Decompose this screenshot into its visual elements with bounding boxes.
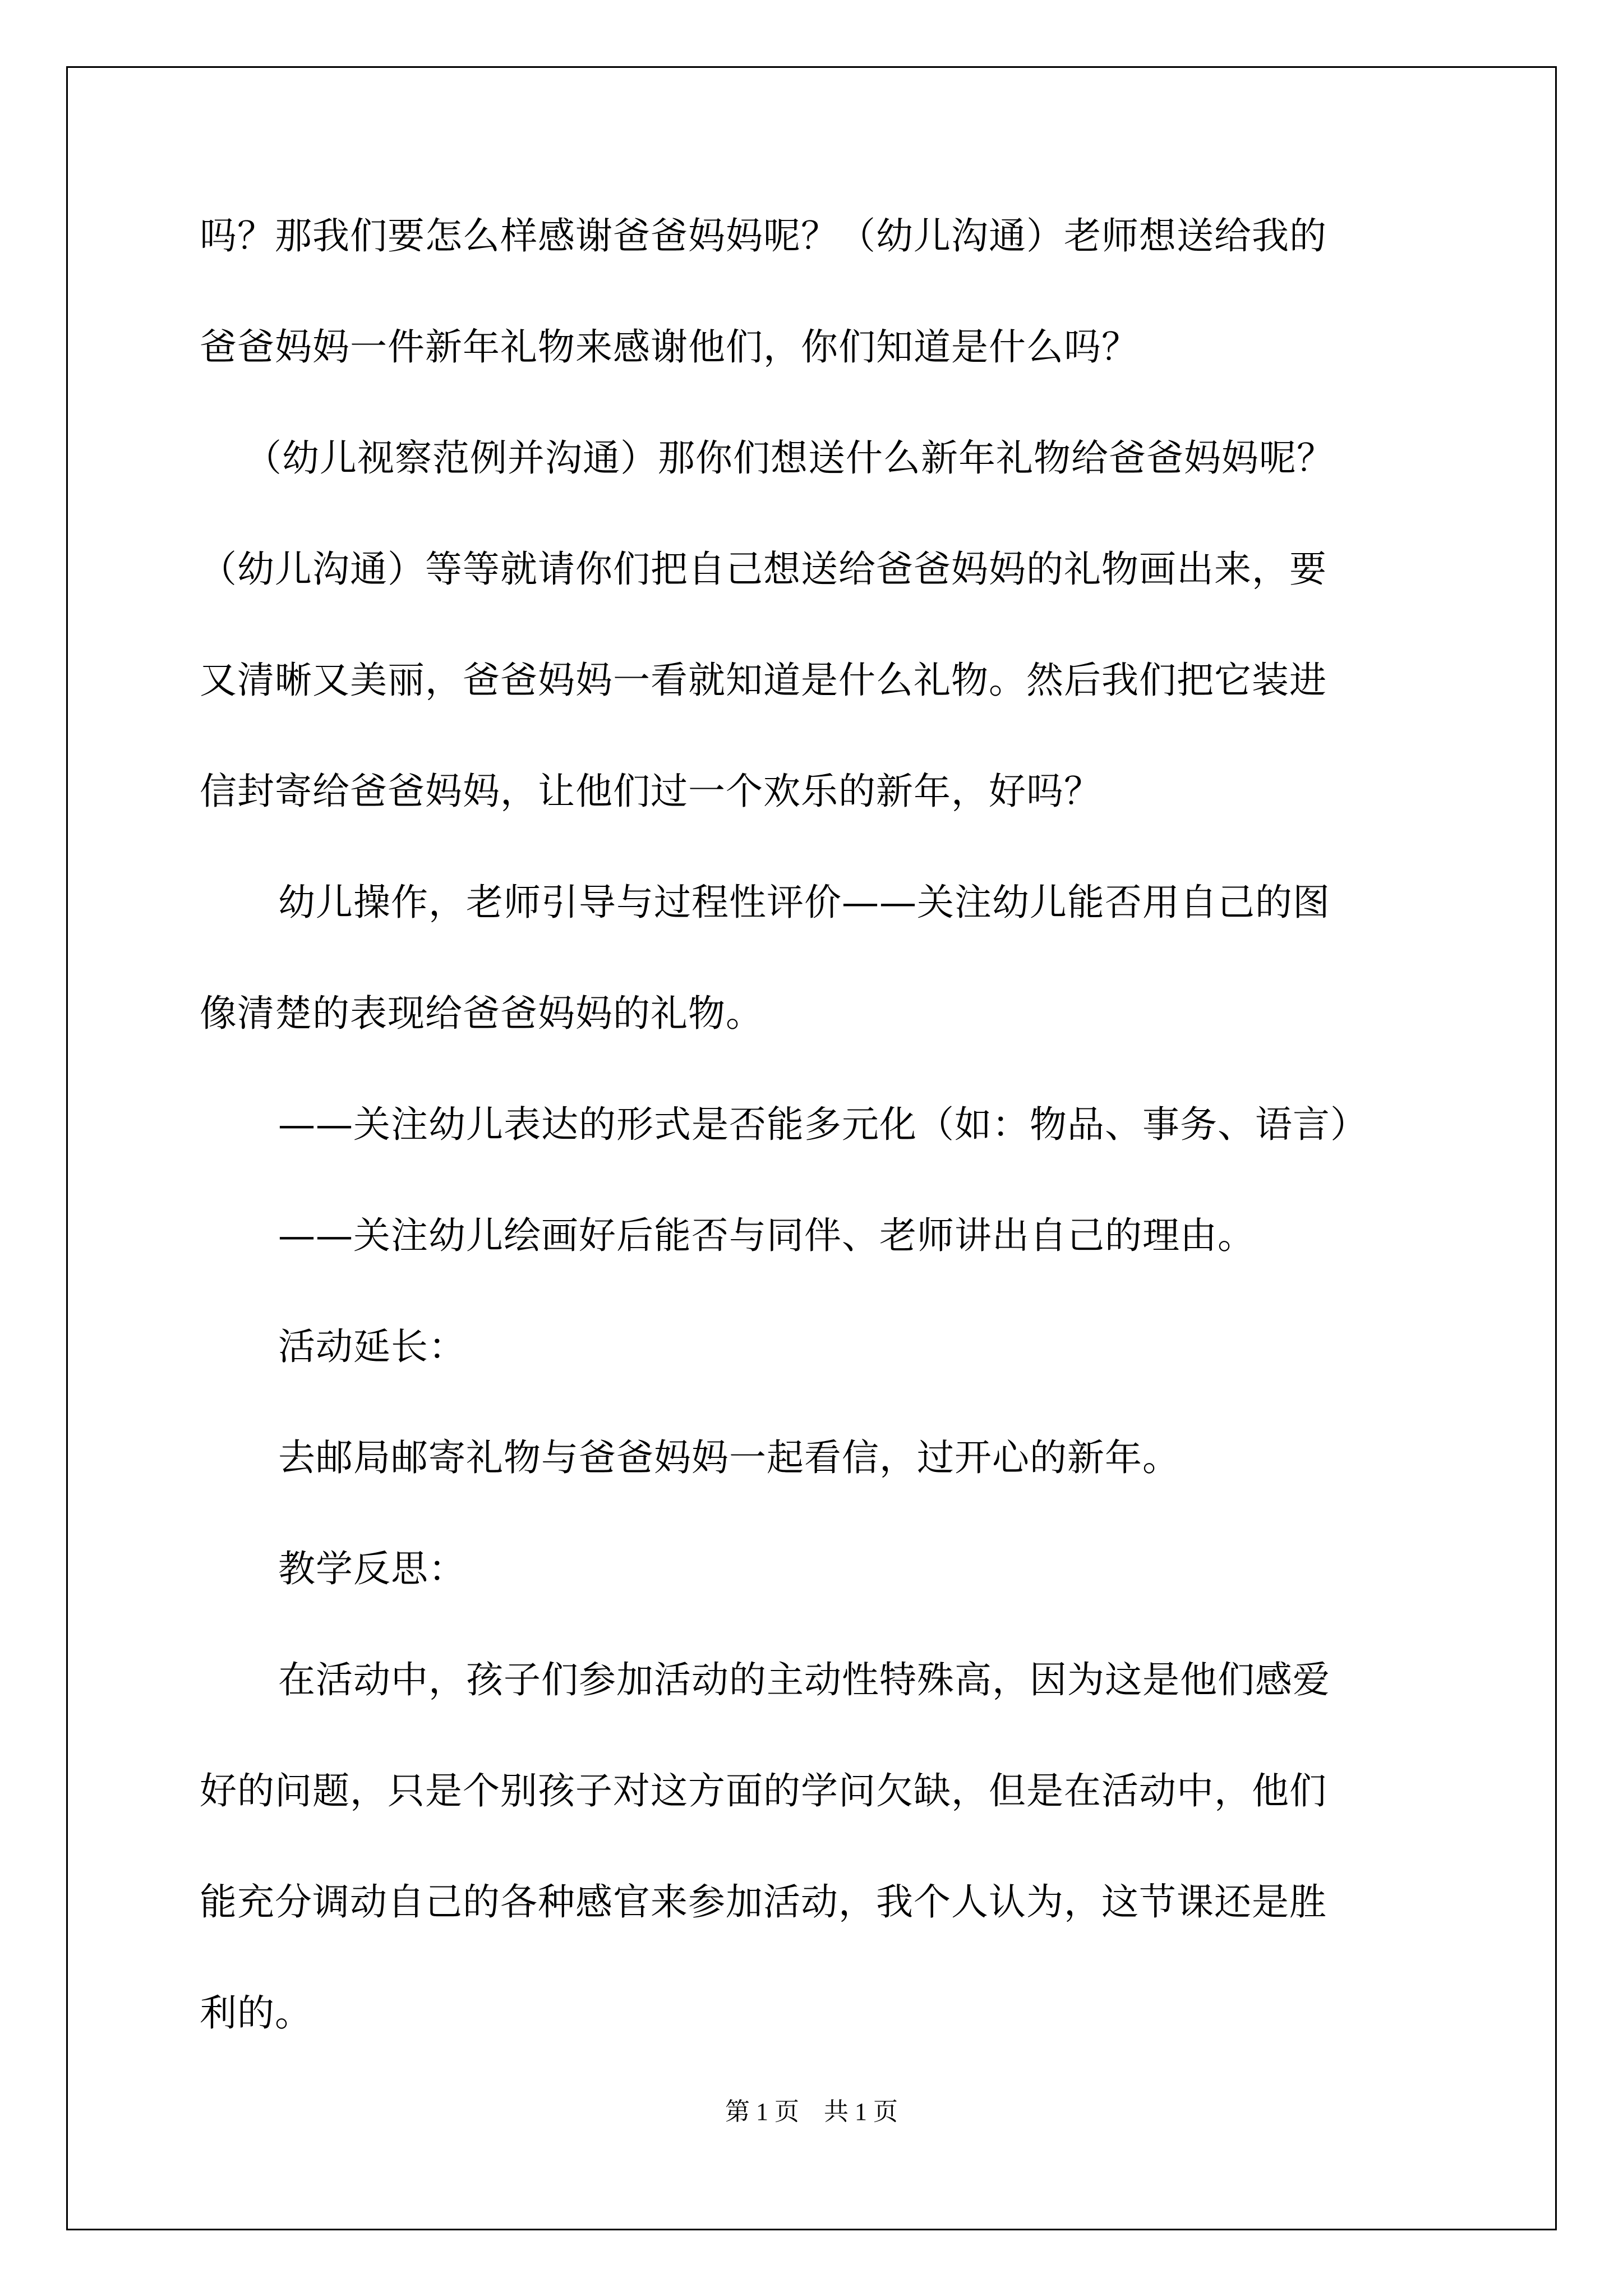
text-line-7: 幼儿操作，老师引导与过程性评价——关注幼儿能否用自己的图: [278, 881, 1330, 924]
text-line-9: ——关注幼儿表达的形式是否能多元化（如：物品、事务、语言）: [278, 1103, 1368, 1146]
text-line-16: 能充分调动自己的各种感官来参加活动，我个人认为，这节课还是胜: [200, 1880, 1327, 1924]
text-line-4: （幼儿沟通）等等就请你们把自己想送给爸爸妈妈的礼物画出来，要: [200, 547, 1327, 591]
text-line-11: 活动延长：: [278, 1325, 466, 1368]
text-line-3: （幼儿视察范例并沟通）那你们想送什么新年礼物给爸爸妈妈呢？: [245, 436, 1334, 480]
text-line-13: 教学反思：: [278, 1547, 466, 1590]
text-line-10: ——关注幼儿绘画好后能否与同伴、老师讲出自己的理由。: [278, 1214, 1255, 1257]
text-line-14: 在活动中，孩子们参加活动的主动性特殊高，因为这是他们感爱: [278, 1658, 1330, 1701]
text-line-1: 吗？那我们要怎么样感谢爸爸妈妈呢？（幼儿沟通）老师想送给我的: [200, 214, 1327, 257]
text-line-17: 利的。: [200, 1991, 312, 2035]
text-line-6: 信封寄给爸爸妈妈，让他们过一个欢乐的新年，好吗？: [200, 770, 1101, 813]
text-line-12: 去邮局邮寄礼物与爸爸妈妈一起看信，过开心的新年。: [278, 1436, 1180, 1479]
text-line-15: 好的问题，只是个别孩子对这方面的学问欠缺，但是在活动中，他们: [200, 1769, 1327, 1812]
text-line-8: 像清楚的表现给爸爸妈妈的礼物。: [200, 992, 763, 1035]
text-line-5: 又清晰又美丽，爸爸妈妈一看就知道是什么礼物。然后我们把它装进: [200, 659, 1327, 702]
page-footer: 第 1 页 共 1 页: [725, 2098, 898, 2125]
text-line-2: 爸爸妈妈一件新年礼物来感谢他们，你们知道是什么吗？: [200, 325, 1139, 369]
